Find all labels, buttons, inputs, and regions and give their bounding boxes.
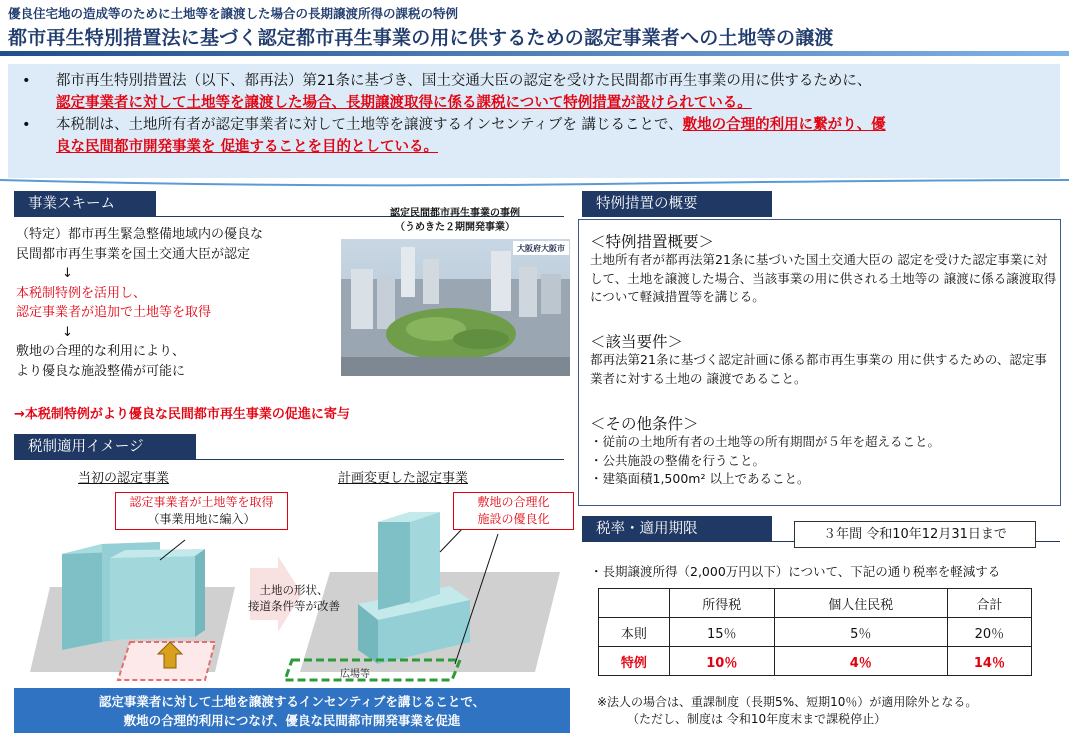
improvement-line-1: 土地の形状、 [259, 583, 329, 597]
scheme-step-2-line-2: 認定事業者が追加で土地等を取得 [16, 305, 212, 320]
example-title-line-2: （うめきた２期開発事業） [395, 222, 515, 233]
wave-divider [0, 178, 1069, 188]
intro-bullet-1 [22, 70, 1052, 114]
callout-rationalize-line-2: 施設の優良化 [477, 512, 550, 526]
section-underline [14, 459, 564, 460]
special-overview-heading: ＜特例措置概要＞ [590, 233, 715, 251]
down-arrow-icon: ↓ [62, 324, 73, 340]
plaza-label: 広場等 [340, 669, 370, 680]
section-header-scheme: 事業スキーム [14, 191, 156, 217]
scheme-step-2-line-1: 本税制特例を活用し、 [16, 285, 147, 301]
scheme-step-3-line-2: より優良な施設整備が可能に [16, 363, 186, 379]
condition-item: ・従前の土地所有者の土地等の所有期間が５年を超えること。 [590, 434, 941, 449]
table-header-cell: 所得税 [669, 589, 774, 618]
rate-description: ・長期譲渡所得（2,000万円以下）について、下記の通り税率を軽減する [590, 564, 1001, 579]
intro-p2-highlight-1: 敷地の合理的利用に繋がり、優 [682, 117, 886, 133]
table-row [599, 647, 1032, 676]
improvement-line-2: 接道条件等が改善 [248, 599, 340, 613]
note-line-2: （ただし、制度は 令和10年度末まで課税停止） [627, 712, 887, 726]
table-cell: 5％ [774, 618, 947, 647]
callout-acquire-land [115, 492, 288, 530]
table-header-row [599, 589, 1032, 618]
condition-item: ・公共施設の整備を行うこと。 [590, 452, 766, 468]
intro-p2-highlight-2: 良な民間都市開発事業を 促進することを目的としている。 [56, 139, 439, 155]
other-conditions-list [590, 433, 1058, 489]
down-arrow-icon: ↓ [62, 266, 73, 281]
intro-bullet-2 [22, 114, 1052, 158]
other-conditions-heading: ＜その他条件＞ [590, 415, 699, 433]
banner-line-1: 認定事業者に対して土地を譲渡するインセンティブを講じることで、 [98, 694, 486, 709]
table-header-cell [599, 589, 670, 618]
callout-acquire-red: 認定事業者が土地等を取得 [129, 495, 274, 509]
bullet: • [22, 73, 31, 89]
page-subtitle: 優良住宅地の造成等のために土地等を譲渡した場合の長期譲渡所得の課税の特例 [8, 6, 459, 21]
table-cell: 本則 [599, 618, 670, 647]
condition-item: ・建築面積1,500m² 以上であること。 [590, 471, 810, 486]
callout-rationalize-line-1: 敷地の合理化 [477, 495, 550, 509]
improvement-note [248, 582, 340, 614]
table-row [599, 618, 1032, 647]
umekita-aerial-photo [341, 239, 570, 376]
scheme-conclusion: →本税制特例がより優良な民間都市再生事業の促進に寄与 [14, 407, 350, 422]
banner-line-2: 敷地の合理的利用につなげ、優良な民間都市開発事業を促進 [123, 713, 461, 728]
tax-rate-table [598, 588, 1032, 676]
table-header-cell: 個人住民税 [774, 589, 947, 618]
intro-p2-text: 本税制は、土地所有者が認定事業者に対して土地等を譲渡するインセンティブを 講じることで、 [56, 117, 683, 133]
intro-box [8, 64, 1060, 178]
example-title-line-1: 認定民間都市再生事業の事例 [390, 208, 520, 219]
scheme-step-1-line-2: 民間都市再生事業を国土交通大臣が認定 [16, 246, 251, 262]
intro-p1-highlight: 認定事業者に対して土地等を譲渡した場合、長期譲渡取得に係る課税について特例措置が設けられている。 [56, 95, 752, 111]
summary-banner [14, 688, 570, 733]
table-cell: 15％ [669, 618, 774, 647]
initial-project-label: 当初の認定事業 [78, 471, 170, 486]
table-cell: 4％ [774, 647, 947, 676]
table-cell: 特例 [599, 647, 670, 676]
changed-project-label: 計画変更した認定事業 [338, 471, 469, 486]
application-period: ３年間 令和10年12月31日まで [794, 521, 1036, 548]
page-title: 都市再生特別措置法に基づく認定都市再生事業の用に供するための認定事業者への土地等の譲渡 [8, 27, 834, 49]
requirement-heading: ＜該当要件＞ [590, 333, 684, 351]
table-cell: 10％ [669, 647, 774, 676]
table-cell: 20％ [947, 618, 1031, 647]
note-line-1: ※法人の場合は、重課制度（長期5%、短期10％）が適用除外となる。 [597, 695, 978, 709]
example-title [346, 207, 564, 235]
requirement-text: 都再法第21条に基づく認定計画に係る都市再生事業の 用に供するための、認定事業者に対する土地の 譲渡であること。 [590, 352, 1047, 386]
section-header-special: 特例措置の概要 [582, 191, 772, 217]
corporate-note [597, 694, 977, 728]
intro-p1-text: 都市再生特別措置法（以下、都再法）第21条に基づき、国土交通大臣の認定を受けた民間都市再生事業の用に供するために、 [56, 73, 872, 89]
callout-rationalize [453, 492, 574, 530]
callout-acquire-plain: （事業用地に編入） [147, 512, 256, 526]
table-header-cell: 合計 [947, 589, 1031, 618]
scheme-step-3-line-1: 敷地の合理的な利用により、 [16, 344, 186, 359]
scheme-flow [16, 225, 346, 381]
bullet: • [22, 117, 31, 133]
section-header-rate: 税率・適用期限 [582, 516, 772, 542]
special-overview-text: 土地所有者が都再法第21条に基づいた国土交通大臣の 認定を受けた認定事業に対して、土地を譲渡した場合、当該事業の用に供される土地等の 譲渡に係る譲渡取得について軽減措置等を講じる。 [590, 252, 1057, 304]
header-rule [0, 51, 1069, 56]
scheme-step-1-line-1: （特定）都市再生緊急整備地域内の優良な [16, 227, 264, 242]
section-header-tax-image: 税制適用イメージ [14, 434, 196, 460]
photo-location-label: 大阪府大阪市 [517, 244, 565, 253]
table-cell: 14％ [947, 647, 1031, 676]
initial-building [62, 544, 102, 650]
